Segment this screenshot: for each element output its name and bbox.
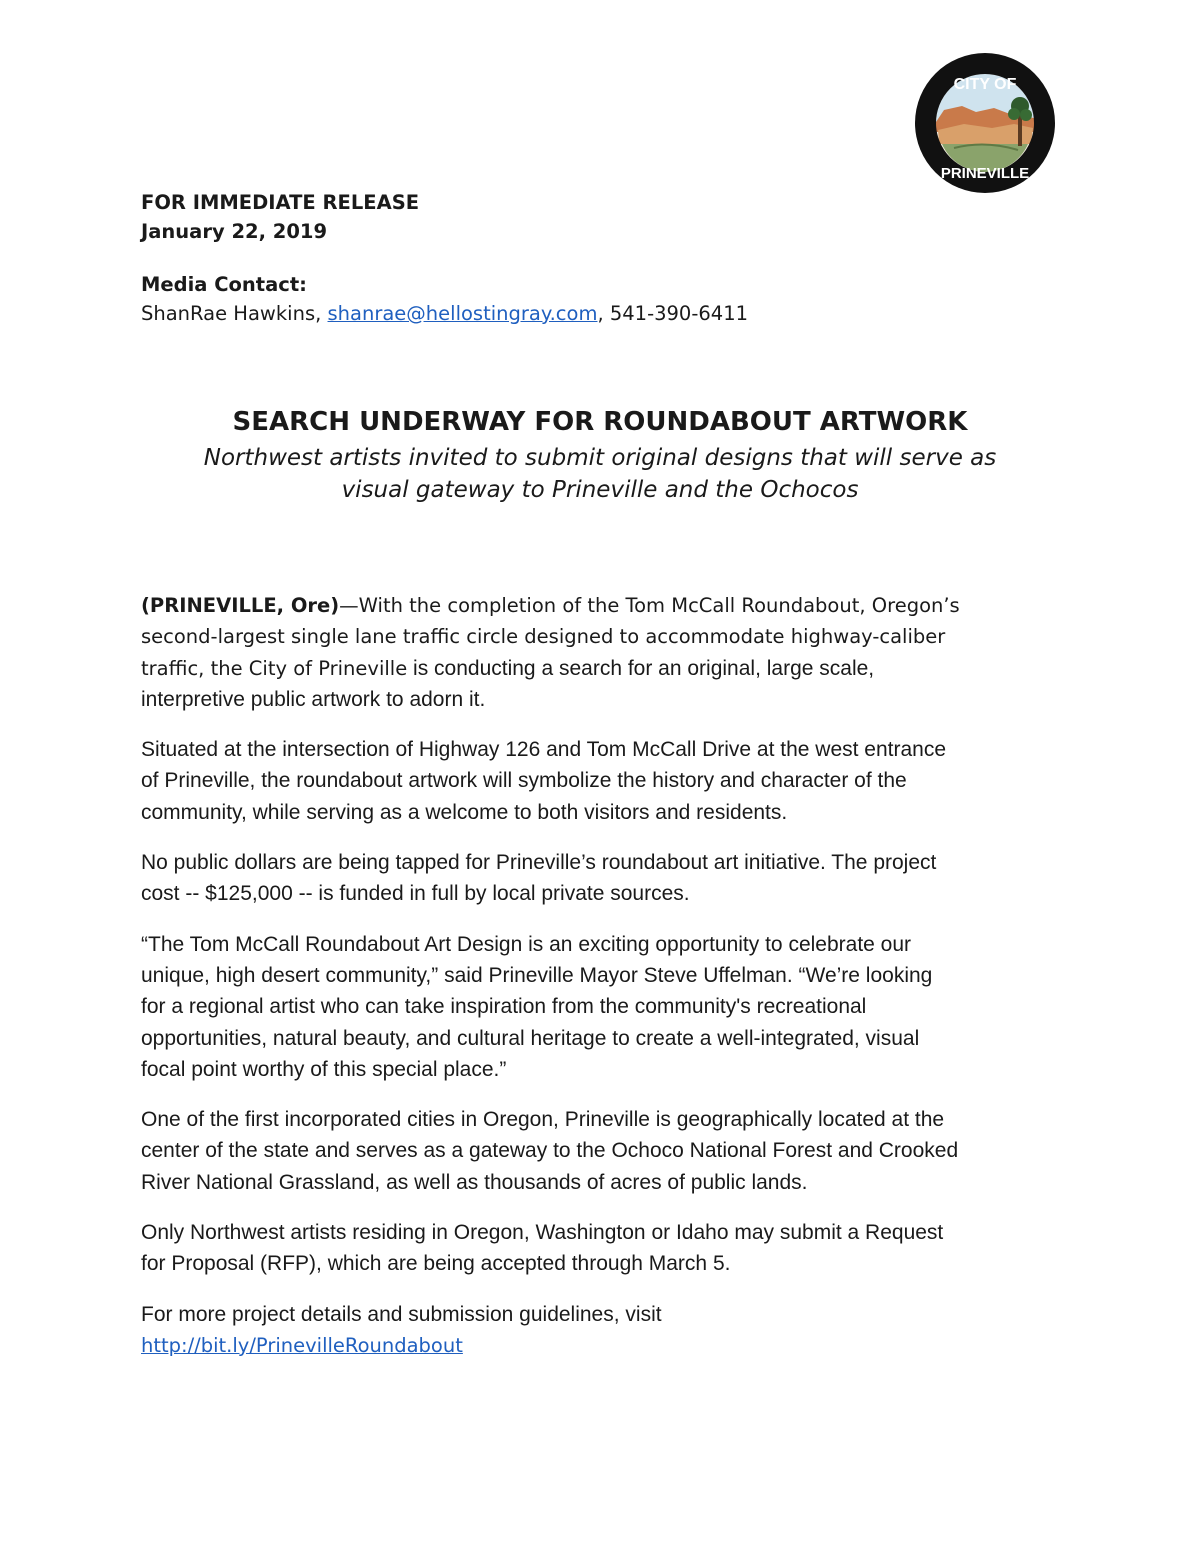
body-text: unique, high desert community,” said Prineville Mayor Steve Uffelman. “We’re looking [141, 963, 933, 987]
release-body [141, 590, 1071, 1380]
body-text: —With the completion of the Tom McCall Roundabout, Oregon’s [339, 594, 960, 617]
city-of-prineville-logo [914, 52, 1056, 194]
body-text: opportunities, natural beauty, and cultural heritage to create a well-integrated, visual [141, 1026, 920, 1050]
body-paragraph [141, 1299, 1071, 1362]
body-text: second-largest single lane traffic circle designed to accommodate highway-caliber [141, 625, 946, 649]
body-text: for Proposal (RFP), which are being accepted through March 5. [141, 1252, 731, 1276]
dateline: (PRINEVILLE, Ore) [141, 594, 340, 617]
logo-bottom-text: PRINEVILLE [940, 165, 1030, 182]
release-header [141, 188, 419, 246]
headline: SEARCH UNDERWAY FOR ROUNDABOUT ARTWORK [232, 407, 968, 437]
body-paragraph [141, 847, 1071, 910]
subheadline-line: visual gateway to Prineville and the Ochocos [341, 477, 859, 503]
body-text: cost -- $125,000 -- is funded in full by local private sources. [141, 882, 690, 906]
body-text: “The Tom McCall Roundabout Art Design is an exciting opportunity to celebrate our [141, 932, 912, 956]
body-text: of Prineville, the roundabout artwork will symbolize the history and character of the [141, 769, 907, 793]
media-contact [141, 270, 748, 328]
project-details-link[interactable]: http://bit.ly/PrinevilleRoundabout [141, 1333, 463, 1357]
subheadline-line: Northwest artists invited to submit original designs that will serve as [203, 445, 997, 471]
body-paragraph [141, 734, 1071, 828]
body-text: center of the state and serves as a gateway to the Ochoco National Forest and Crooked [141, 1139, 959, 1163]
body-text: for a regional artist who can take inspiration from the community's recreational [141, 995, 867, 1019]
body-paragraph [141, 1104, 1071, 1198]
logo-top-text: CITY OF [953, 76, 1017, 93]
media-contact-line [141, 299, 748, 328]
body-text: traffic, the City of Prineville [141, 656, 408, 680]
body-paragraph [141, 1217, 1071, 1280]
subheadline [100, 442, 1100, 506]
body-text: interpretive public artwork to adorn it. [141, 687, 486, 711]
body-text: community, while serving as a welcome to both visitors and residents. [141, 800, 788, 824]
contact-name: ShanRae Hawkins, [141, 302, 322, 325]
release-label: FOR IMMEDIATE RELEASE [141, 191, 420, 214]
media-contact-label: Media Contact: [141, 273, 307, 296]
body-text: Situated at the intersection of Highway 126 and Tom McCall Drive at the west entrance [141, 738, 947, 762]
body-text: Only Northwest artists residing in Oregon, Washington or Idaho may submit a Request [141, 1221, 944, 1245]
release-date: January 22, 2019 [141, 220, 328, 243]
contact-email-link[interactable]: shanrae@hellostingray.com [327, 302, 598, 325]
body-text: River National Grassland, as well as thousands of acres of public lands. [141, 1170, 808, 1194]
body-paragraph [141, 590, 1071, 715]
body-text: No public dollars are being tapped for Prineville’s roundabout art initiative. The project [141, 851, 937, 875]
body-paragraph [141, 929, 1071, 1085]
body-text: focal point worthy of this special place.” [141, 1057, 507, 1081]
body-text: One of the first incorporated cities in Oregon, Prineville is geographically located at the [141, 1108, 945, 1132]
title-block [100, 404, 1100, 506]
contact-phone: , 541-390-6411 [597, 302, 749, 325]
body-text: For more project details and submission guidelines, visit [141, 1302, 662, 1326]
body-text: is conducting a search for an original, large scale, [407, 656, 875, 680]
